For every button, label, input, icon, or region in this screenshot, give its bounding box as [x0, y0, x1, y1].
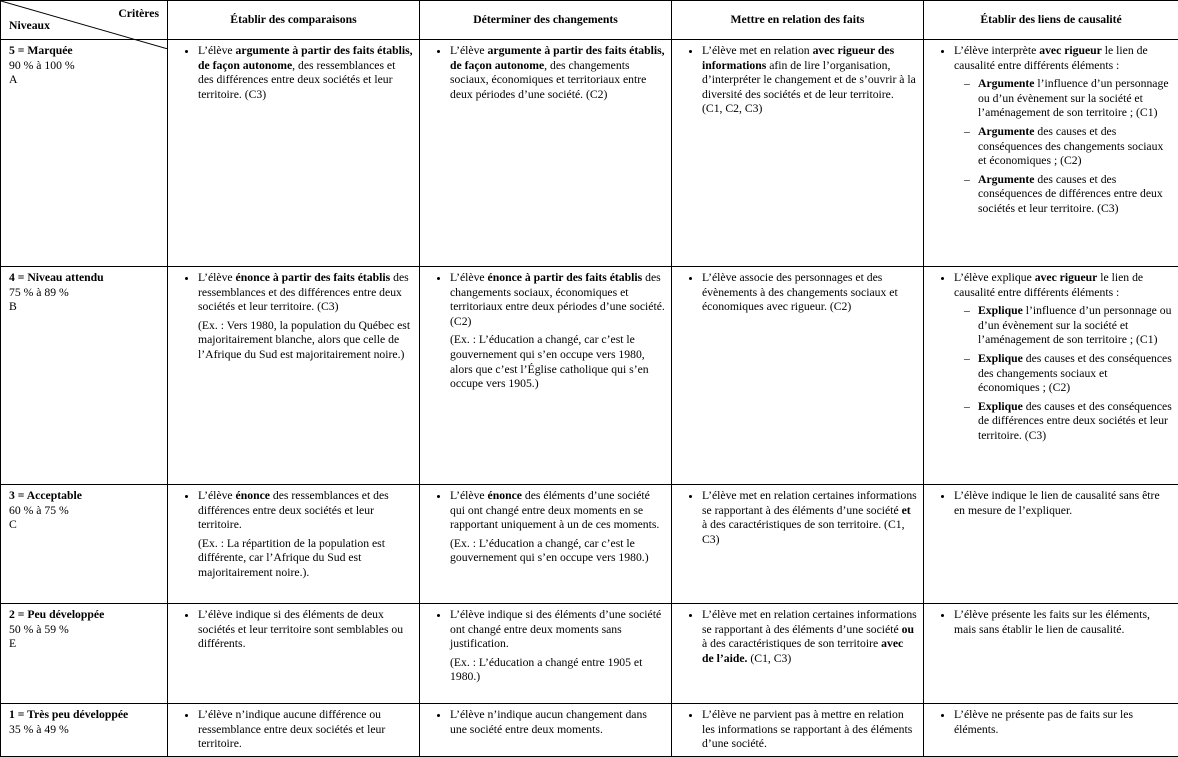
- header-row: [1, 1, 1178, 40]
- criterion-cell-causalite: [924, 267, 1178, 485]
- sub-item: – Explique des causes et des conséquences de différences entre deux sociétés et leur territoire. (C3): [978, 400, 1172, 444]
- criterion-cell-comparaisons: [168, 704, 420, 757]
- criterion-bullet: • L’élève met en relation certaines informations se rapportant à des éléments d’une société et à des caractéristiques de son territoire. (C1, C3): [702, 489, 917, 547]
- criteria-label: Critères: [118, 7, 159, 22]
- criterion-cell-relation: [672, 704, 924, 757]
- level-range: 35 % à 49 %: [9, 723, 161, 738]
- criterion-cell-changements: [420, 485, 672, 604]
- criterion-bullet: • L’élève argumente à partir des faits établis, de façon autonome, des changements sociaux, économiques et territoriaux entre deux périodes d’une société. (C2): [450, 44, 665, 102]
- level-range: 50 % à 59 %: [9, 623, 161, 638]
- sub-item: – Argumente des causes et des conséquences des changements sociaux et économiques ; (C2): [978, 125, 1172, 169]
- level-grade: A: [9, 73, 161, 88]
- level-cell: [1, 604, 168, 704]
- criterion-bullet: • L’élève indique si des éléments d’une société ont changé entre deux moments sans justification. (Ex. : L’éducation a changé entre 1905 et 1980.): [450, 608, 665, 685]
- criterion-bullet: • L’élève indique si des éléments de deux sociétés et leur territoire sont semblables ou différents.: [198, 608, 413, 652]
- level-cell: [1, 40, 168, 267]
- sub-item: – Argumente l’influence d’un personnage ou d’un évènement sur la société et l’aménagement de son territoire ; (C1): [978, 77, 1172, 121]
- criterion-cell-causalite: [924, 40, 1178, 267]
- example-text: (Ex. : Vers 1980, la population du Québec est majoritairement blanche, alors que celle de l’Afrique du Sud est majoritairement noire.): [198, 319, 413, 363]
- criterion-bullet: • L’élève énonce des éléments d’une société qui ont changé entre deux moments en se rapportant uniquement à un de ces moments. (Ex. : L’éducation a changé, car c’est le gouvernement qui s’en occupe vers 1980.): [450, 489, 665, 566]
- example-text: (Ex. : L’éducation a changé, car c’est le gouvernement qui s’en occupe vers 1980, alors que c’est l’Église catholique qui s’en occupe vers 1905.): [450, 333, 665, 391]
- level-row-2: [1, 604, 1178, 704]
- level-title: 4 = Niveau attendu: [9, 271, 161, 286]
- level-range: 60 % à 75 %: [9, 504, 161, 519]
- level-row-4: [1, 267, 1178, 485]
- criterion-bullet: • L’élève associe des personnages et des évènements à des changements sociaux et économiques avec rigueur. (C2): [702, 271, 917, 315]
- criterion-bullet: • L’élève explique avec rigueur le lien de causalité entre différents éléments : – Explique l’influence d’un personnage ou d’un évènement sur la société et l’aménagement de son territoire ; (C1) – Explique des causes et des conséquences des changements sociaux et économiques ; (C2) – Explique des causes et des conséquences de différences entre deux sociétés et leur territoire. (C3): [954, 271, 1172, 444]
- level-range: 90 % à 100 %: [9, 59, 161, 74]
- criterion-bullet: • L’élève indique le lien de causalité sans être en mesure de l’expliquer.: [954, 489, 1172, 518]
- level-title: 2 = Peu développée: [9, 608, 161, 623]
- level-cell: [1, 485, 168, 604]
- levels-label: Niveaux: [9, 19, 50, 34]
- criterion-bullet: • L’élève énonce à partir des faits établis des changements sociaux, économiques et territoriaux entre deux périodes d’une société. (C2) (Ex. : L’éducation a changé, car c’est le gouvernement qui s’en occupe vers 1980, alors que c’est l’Église catholique qui s’en occupe vers 1905.): [450, 271, 665, 392]
- criterion-bullet: • L’élève met en relation avec rigueur des informations afin de lire l’organisation, d’interpréter le changement et de s’ouvrir à la diversité des sociétés et de leur territoire. (C1, C2, C3): [702, 44, 917, 117]
- criterion-cell-causalite: [924, 485, 1178, 604]
- example-text: (Ex. : La répartition de la population est différente, car l’Afrique du Sud est majoritairement noire.).: [198, 537, 413, 581]
- criterion-cell-relation: [672, 485, 924, 604]
- criterion-cell-comparaisons: [168, 267, 420, 485]
- criterion-cell-relation: [672, 40, 924, 267]
- level-title: 5 = Marquée: [9, 44, 161, 59]
- criterion-cell-changements: [420, 40, 672, 267]
- level-title: 1 = Très peu développée: [9, 708, 161, 723]
- criterion-cell-changements: [420, 604, 672, 704]
- sub-item: – Explique des causes et des conséquences des changements sociaux et économiques ; (C2): [978, 352, 1172, 396]
- level-title: 3 = Acceptable: [9, 489, 161, 504]
- level-row-1: [1, 704, 1178, 757]
- level-range: 75 % à 89 %: [9, 286, 161, 301]
- criterion-cell-comparaisons: [168, 40, 420, 267]
- level-grade: C: [9, 518, 161, 533]
- corner-header-cell: [1, 1, 168, 40]
- criterion-cell-causalite: [924, 604, 1178, 704]
- column-header-relation: Mettre en relation des faits: [672, 1, 924, 40]
- column-header-changements: Déterminer des changements: [420, 1, 672, 40]
- criterion-bullet: • L’élève n’indique aucun changement dans une société entre deux moments.: [450, 708, 665, 737]
- example-text: (Ex. : L’éducation a changé entre 1905 et 1980.): [450, 656, 665, 685]
- criterion-bullet: • L’élève ne présente pas de faits sur les éléments.: [954, 708, 1172, 737]
- sub-item: – Argumente des causes et des conséquences de différences entre deux sociétés et leur territoire. (C3): [978, 173, 1172, 217]
- criterion-cell-relation: [672, 267, 924, 485]
- column-header-causalite: Établir des liens de causalité: [924, 1, 1178, 40]
- criterion-cell-comparaisons: [168, 485, 420, 604]
- criterion-cell-relation: [672, 604, 924, 704]
- criterion-bullet: • L’élève interprète avec rigueur le lien de causalité entre différents éléments : – Argumente l’influence d’un personnage ou d’un évènement sur la société et l’aménagement de son territoire ; (C1) – Argumente des causes et des conséquences des changements sociaux et économiques ; (C2) – Argumente des causes et des conséquences de différences entre deux sociétés et leur territoire. (C3): [954, 44, 1172, 217]
- criterion-bullet: • L’élève ne parvient pas à mettre en relation les informations se rapportant à des éléments d’une société.: [702, 708, 917, 752]
- criterion-bullet: • L’élève met en relation certaines informations se rapportant à des éléments d’une société ou à des caractéristiques de son territoire avec de l’aide. (C1, C3): [702, 608, 917, 666]
- criterion-bullet: • L’élève présente les faits sur les éléments, mais sans établir le lien de causalité.: [954, 608, 1172, 637]
- criterion-cell-changements: [420, 704, 672, 757]
- criterion-cell-changements: [420, 267, 672, 485]
- level-row-3: [1, 485, 1178, 604]
- criterion-bullet: • L’élève n’indique aucune différence ou ressemblance entre deux sociétés et leur territoire.: [198, 708, 413, 752]
- level-grade: E: [9, 637, 161, 652]
- criterion-cell-causalite: [924, 704, 1178, 757]
- level-grade: B: [9, 300, 161, 315]
- column-header-comparaisons: Établir des comparaisons: [168, 1, 420, 40]
- level-row-5: [1, 40, 1178, 267]
- criterion-bullet: • L’élève énonce des ressemblances et des différences entre deux sociétés et leur territoire. (Ex. : La répartition de la population est différente, car l’Afrique du Sud est majoritairement noire.).: [198, 489, 413, 581]
- example-text: (Ex. : L’éducation a changé, car c’est le gouvernement qui s’en occupe vers 1980.): [450, 537, 665, 566]
- criterion-cell-comparaisons: [168, 604, 420, 704]
- sub-item: – Explique l’influence d’un personnage ou d’un évènement sur la société et l’aménagement de son territoire ; (C1): [978, 304, 1172, 348]
- level-cell: [1, 704, 168, 757]
- criterion-bullet: • L’élève énonce à partir des faits établis des ressemblances et des différences entre deux sociétés et leur territoire. (C3) (Ex. : Vers 1980, la population du Québec est majoritairement blanche, alors que celle de l’Afrique du Sud est majoritairement noire.): [198, 271, 413, 363]
- level-cell: [1, 267, 168, 485]
- criterion-bullet: • L’élève argumente à partir des faits établis, de façon autonome, des ressemblances et des différences entre deux sociétés et leur territoire. (C3): [198, 44, 413, 102]
